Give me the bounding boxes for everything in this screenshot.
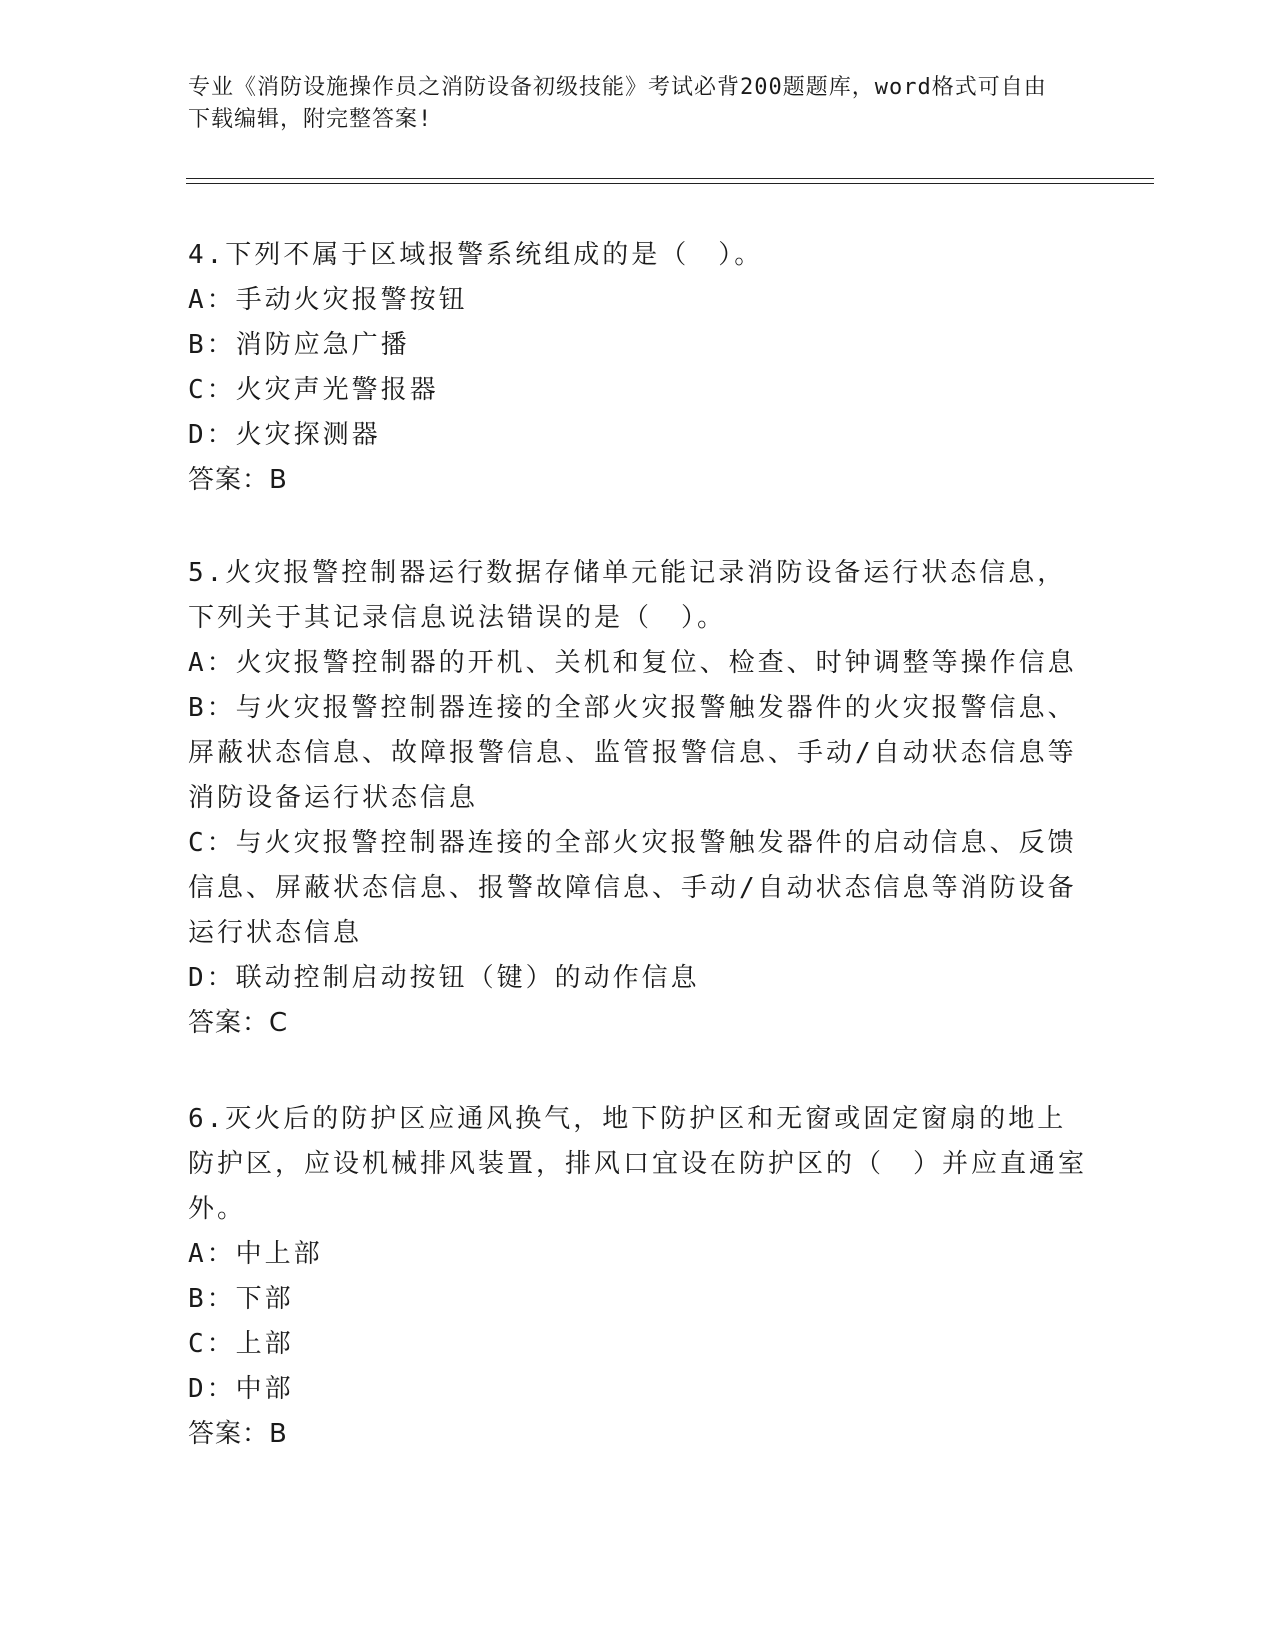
option-b: B：下部 <box>188 1284 294 1314</box>
header-divider-top <box>186 178 1154 179</box>
option-c: C：上部 <box>188 1329 294 1359</box>
header-divider-bottom <box>186 183 1154 184</box>
answer: 答案：B <box>188 465 288 495</box>
question-5 <box>188 551 1088 1046</box>
option-d: D：联动控制启动按钮（键）的动作信息 <box>188 963 700 993</box>
option-b: B：与火灾报警控制器连接的全部火灾报警触发器件的火灾报警信息、屏蔽状态信息、故障报警信息、监管报警信息、手动/自动状态信息等消防设备运行状态信息 <box>188 693 1077 813</box>
answer: 答案：B <box>188 1419 288 1449</box>
document-header: 专业《消防设施操作员之消防设备初级技能》考试必背200题题库，word格式可自由下载编辑，附完整答案! <box>188 75 1047 132</box>
question-6 <box>188 1097 1088 1457</box>
option-a: A：中上部 <box>188 1239 323 1269</box>
option-d: D：火灾探测器 <box>188 420 381 450</box>
option-c: C：火灾声光警报器 <box>188 375 439 405</box>
option-c: C：与火灾报警控制器连接的全部火灾报警触发器件的启动信息、反馈信息、屏蔽状态信息、报警故障信息、手动/自动状态信息等消防设备运行状态信息 <box>188 828 1077 948</box>
option-b: B：消防应急广播 <box>188 330 410 360</box>
question-4 <box>188 233 1088 503</box>
answer: 答案：C <box>188 1008 289 1038</box>
question-stem: 5.火灾报警控制器运行数据存储单元能记录消防设备运行状态信息，下列关于其记录信息说法错误的是（ ）。 <box>188 558 1067 633</box>
option-a: A：手动火灾报警按钮 <box>188 285 468 315</box>
question-stem: 4.下列不属于区域报警系统组成的是（ ）。 <box>188 240 764 270</box>
question-stem: 6.灭火后的防护区应通风换气，地下防护区和无窗或固定窗扇的地上防护区，应设机械排风装置，排风口宜设在防护区的（ ）并应直通室外。 <box>188 1104 1088 1224</box>
option-d: D：中部 <box>188 1374 294 1404</box>
option-a: A：火灾报警控制器的开机、关机和复位、检查、时钟调整等操作信息 <box>188 648 1077 678</box>
